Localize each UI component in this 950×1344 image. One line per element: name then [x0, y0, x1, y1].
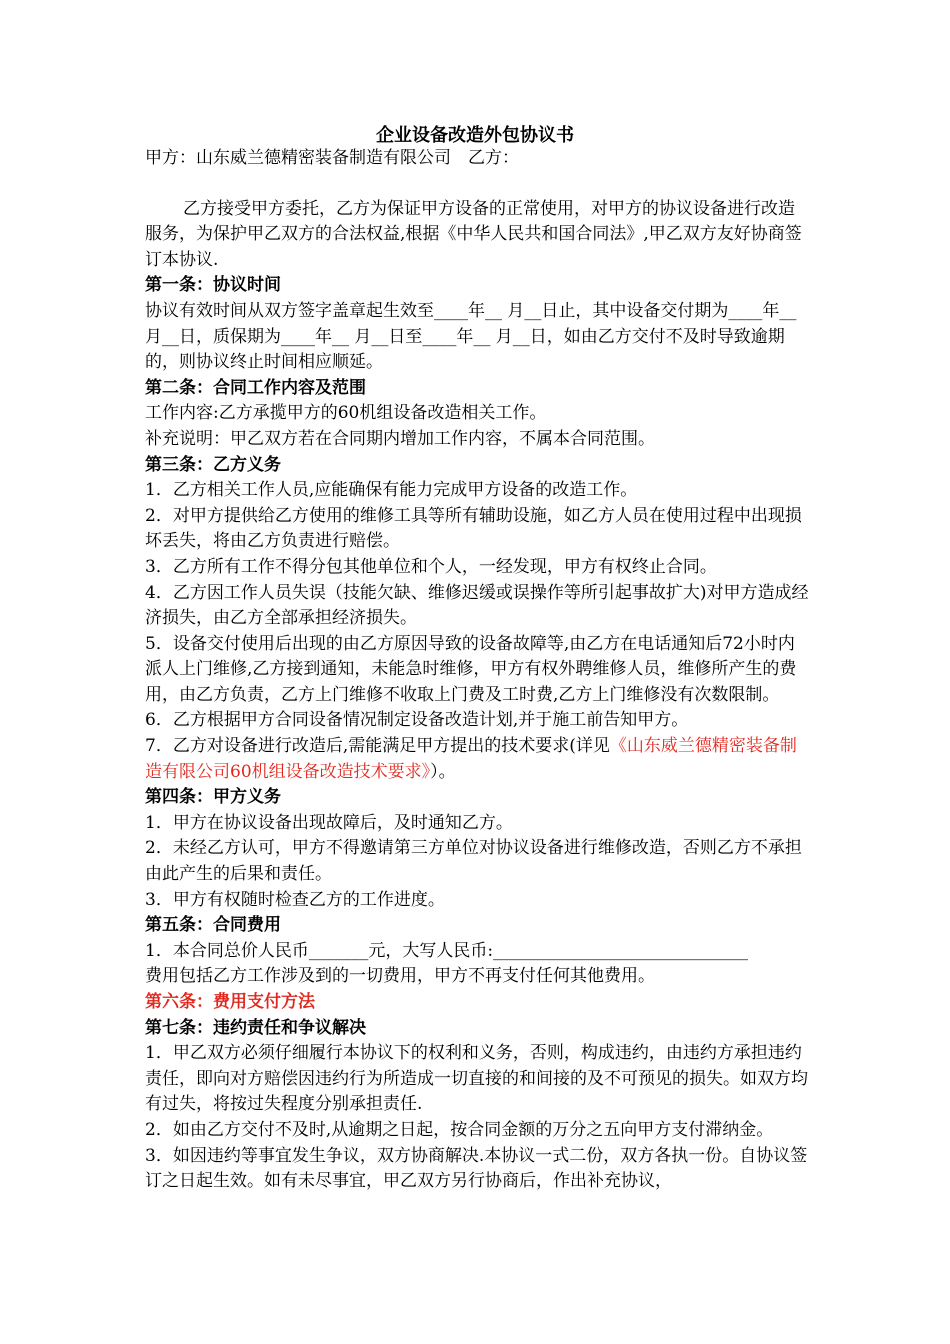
article-3-item-7-end: ）。	[430, 761, 456, 782]
article-5-heading: 第五条：合同费用	[145, 915, 281, 936]
article-3-item-1: 1．乙方相关工作人员,应能确保有能力完成甲方设备的改造工作。	[145, 480, 638, 501]
article-7-item-1: 1．甲乙双方必须仔细履行本协议下的权利和义务，否则，构成违约，由违约方承担违约责任，即向对方赔偿因违约行为所造成一切直接的和间接的及不可预见的损失。如双方均有过失，将按过失程度分别承担责任.	[145, 1043, 808, 1115]
article-3-item-3: 3．乙方所有工作不得分包其他单位和个人，一经发现，甲方有权终止合同。	[145, 556, 717, 577]
document-title: 企业设备改造外包协议书	[376, 125, 574, 146]
article-3-item-7-text: 7．乙方对设备进行改造后,需能满足甲方提出的技术要求(详见	[145, 736, 610, 757]
blank-line	[145, 172, 810, 197]
article-4-item-3: 3．甲方有权随时检查乙方的工作进度。	[145, 889, 445, 910]
article-7-item-3: 3．如因违约等事宜发生争议，双方协商解决.本协议一式二份，双方各执一份。自协议签订之日起生效。如有未尽事宜，甲乙双方另行协商后，作出补充协议，	[145, 1145, 808, 1192]
document-body	[145, 146, 810, 1195]
article-5-fee-note: 费用包括乙方工作涉及到的一切费用，甲方不再支付任何其他费用。	[145, 966, 655, 987]
article-6-heading: 第六条：费用支付方法	[145, 992, 315, 1012]
article-3-item-2: 2．对甲方提供给乙方使用的维修工具等所有辅助设施，如乙方人员在使用过程中出现损坏丢失，将由乙方负责进行赔偿。	[145, 505, 802, 552]
article-1-text: 协议有效时间从双方签字盖章起生效至____年__ 月__日止，其中设备交付期为____年__ 月__日，质保期为____年__ 月__日至____年__ 月__日，如由乙方交付不及时导致逾期的，则协议终止时间相应顺延。	[145, 300, 797, 373]
article-3-item-6: 6．乙方根据甲方合同设备情况制定设备改造计划,并于施工前告知甲方。	[145, 710, 689, 731]
article-2-supplement: 补充说明：甲乙双方若在合同期内增加工作内容，不属本合同范围。	[145, 428, 655, 449]
article-5-item-1: 1．本合同总价人民币_______元，大写人民币:______________________________	[145, 940, 749, 961]
article-4-heading: 第四条：甲方义务	[145, 787, 281, 808]
article-7-item-2: 2．如由乙方交付不及时,从逾期之日起，按合同金额的万分之五向甲方支付滞纳金。	[145, 1119, 774, 1140]
article-2-heading: 第二条：合同工作内容及范围	[145, 377, 366, 398]
intro-paragraph: 乙方接受甲方委托，乙方为保证甲方设备的正常使用，对甲方的协议设备进行改造服务，为保护甲乙双方的合法权益,根据《中华人民共和国合同法》,甲乙双方友好协商签订本协议.	[145, 198, 802, 270]
article-3-item-7	[145, 734, 810, 785]
technical-requirements-reference: 《山东威兰德精密装备制造有限公司60机组设备改造技术要求》	[145, 736, 797, 782]
article-4-item-2: 2．未经乙方认可，甲方不得邀请第三方单位对协议设备进行维修改造，否则乙方不承担由此产生的后果和责任。	[145, 838, 802, 885]
article-1-heading: 第一条：协议时间	[145, 275, 281, 296]
parties-line: 甲方：山东威兰德精密装备制造有限公司 乙方：	[145, 148, 519, 168]
article-3-heading: 第三条：乙方义务	[145, 454, 281, 475]
article-4-item-1: 1．甲方在协议设备出现故障后，及时通知乙方。	[145, 812, 513, 833]
article-7-heading: 第七条：违约责任和争议解决	[145, 1017, 366, 1038]
article-3-item-5: 5．设备交付使用后出现的由乙方原因导致的设备故障等,由乙方在电话通知后72小时内派人上门维修,乙方接到通知，未能急时维修，甲方有权外聘维修人员，维修所产生的费用，由乙方负责，乙方上门维修不收取上门费及工时费,乙方上门维修没有次数限制。	[145, 633, 797, 705]
article-3-item-4: 4．乙方因工作人员失误（技能欠缺、维修迟缓或误操作等所引起事故扩大)对甲方造成经济损失，由乙方全部承担经济损失。	[145, 582, 809, 629]
article-2-work-content: 工作内容:乙方承揽甲方的60机组设备改造相关工作。	[145, 403, 547, 424]
